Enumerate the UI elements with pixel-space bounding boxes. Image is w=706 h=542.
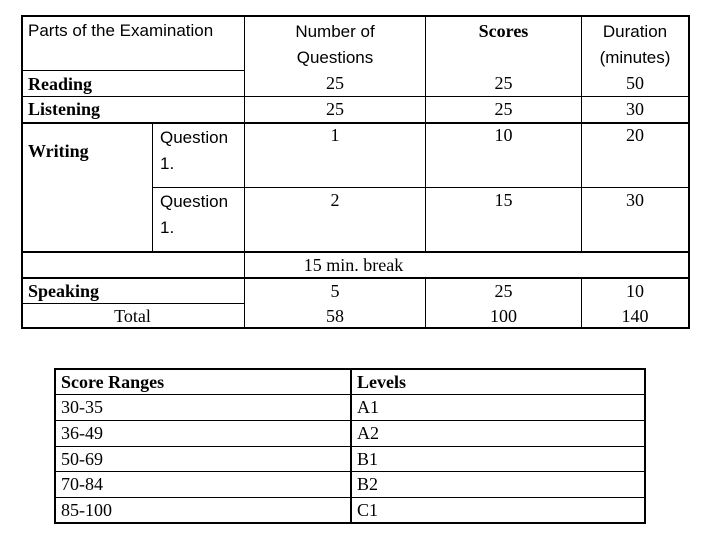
writing-q2-questions: 2 [330,190,340,210]
reading-label: Reading [28,74,93,94]
table-row-level: A2 [357,423,379,443]
speaking-questions: 5 [330,281,340,301]
table-row-range: 36-49 [61,423,103,443]
writing-q1-label-line1: Question [160,128,229,147]
table-row-range: 30-35 [61,397,103,417]
listening-scores: 25 [494,99,513,119]
row-divider [54,471,646,472]
table-row-level: B2 [357,474,379,494]
header-score-ranges: Score Ranges [61,372,165,392]
writing-q1-duration: 20 [626,125,644,145]
speaking-duration: 10 [626,281,644,301]
total-questions: 58 [326,306,344,326]
table-row-range: 70-84 [61,474,103,494]
speaking-scores: 25 [494,281,513,301]
reading-questions: 25 [326,73,344,93]
speaking-label: Speaking [28,281,100,301]
table-row-range: 85-100 [61,500,112,520]
header-questions-line1: Number of [295,22,375,41]
header-questions-line2: Questions [296,48,374,67]
row-divider [21,70,244,71]
table-row-level: B1 [357,449,379,469]
header-scores: Scores [478,21,529,41]
table-border [688,15,690,329]
score-ranges-table [54,368,646,524]
writing-q1-questions: 1 [330,125,340,145]
writing-q2-label-line2: 1. [160,218,175,237]
table-border [21,15,23,329]
table-border [21,15,690,17]
reading-duration: 50 [626,73,644,93]
writing-q1-label-line2: 1. [160,154,175,173]
writing-q1-scores: 10 [494,125,513,145]
listening-questions: 25 [326,99,344,119]
listening-label: Listening [28,99,101,119]
total-scores: 100 [490,306,517,326]
writing-label: Writing [28,141,89,161]
total-duration: 140 [621,306,649,326]
exam-parts-table [21,15,690,329]
header-duration-line2: (minutes) [599,48,671,67]
total-label: Total [114,306,151,326]
header-duration-line1: Duration [602,22,668,41]
writing-q2-label-line1: Question [160,192,229,211]
listening-duration: 30 [626,99,644,119]
row-divider [54,497,646,498]
table-row-level: A1 [357,397,379,417]
writing-q2-scores: 15 [494,190,513,210]
row-divider [54,446,646,447]
header-parts: Parts of the Examination [28,21,214,40]
table-row-range: 50-69 [61,449,103,469]
writing-q2-duration: 30 [626,190,644,210]
header-levels: Levels [357,372,406,392]
break-text: 15 min. break [303,255,404,275]
reading-scores: 25 [494,73,513,93]
row-divider [54,420,646,421]
table-row-level: C1 [357,500,379,520]
